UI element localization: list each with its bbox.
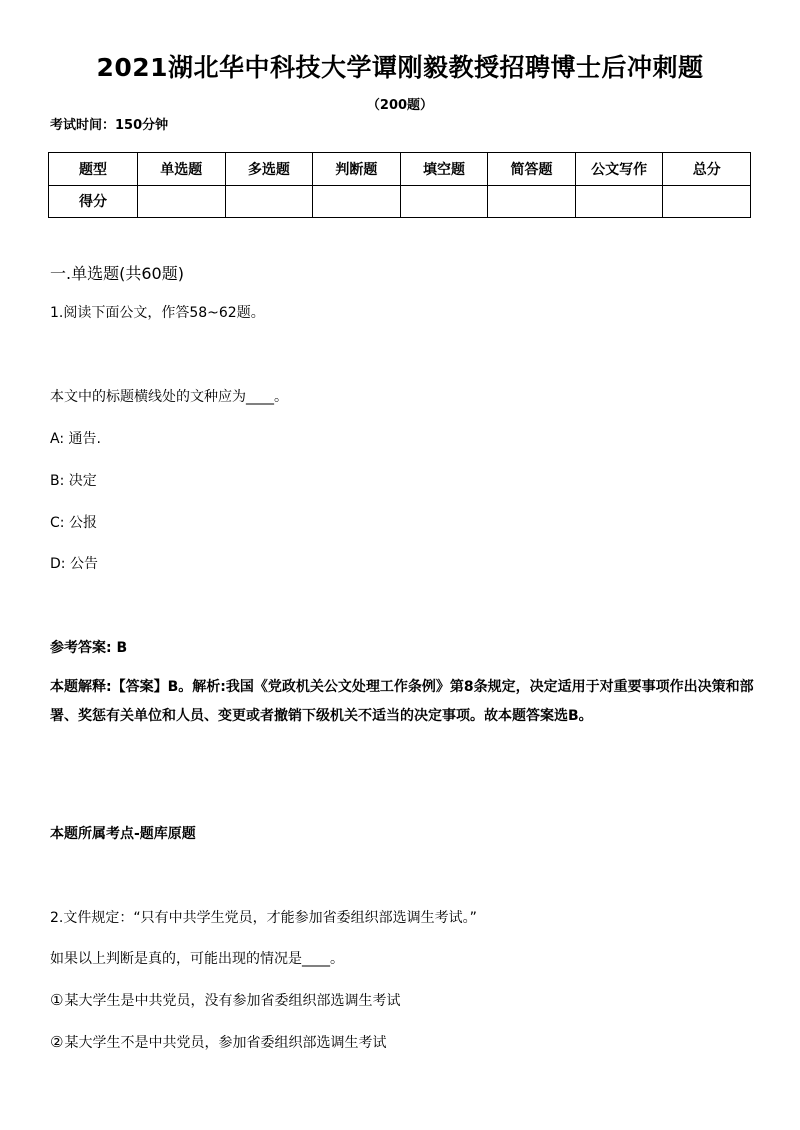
q1-option-a: A: 通告. bbox=[50, 431, 101, 447]
header-cell-fill-blank: 填空题 bbox=[400, 153, 488, 186]
question-count: （200题） bbox=[366, 98, 434, 113]
item-text: 某大学生是中共党员，没有参加省委组织部选调生考试 bbox=[64, 993, 401, 1009]
q1-topic: 本题所属考点-题库原题 bbox=[50, 826, 196, 842]
score-cell bbox=[138, 185, 226, 218]
q1-option-b: B: 决定 bbox=[50, 473, 97, 489]
item-marker: ② bbox=[50, 1033, 64, 1051]
score-cell bbox=[313, 185, 401, 218]
exam-time: 考试时间：150分钟 bbox=[50, 118, 169, 133]
q1-option-c: C: 公报 bbox=[50, 515, 97, 531]
q2-item-2 bbox=[50, 1032, 386, 1052]
header-cell-true-false: 判断题 bbox=[313, 153, 401, 186]
header-cell-type: 题型 bbox=[49, 153, 138, 186]
header-cell-total: 总分 bbox=[663, 153, 751, 186]
score-table bbox=[48, 152, 751, 218]
header-cell-document-writing: 公文写作 bbox=[575, 153, 663, 186]
document-title: 2021湖北华中科技大学谭刚毅教授招聘博士后冲刺题 bbox=[96, 53, 704, 82]
score-row-label: 得分 bbox=[49, 185, 138, 218]
score-cell bbox=[225, 185, 313, 218]
q1-stem: 1.阅读下面公文，作答58~62题。 bbox=[50, 305, 265, 321]
q2-item-1 bbox=[50, 990, 400, 1010]
header-cell-short-answer: 简答题 bbox=[488, 153, 576, 186]
header-cell-multiple-choice: 多选题 bbox=[225, 153, 313, 186]
header-cell-single-choice: 单选题 bbox=[138, 153, 226, 186]
q1-option-d: D: 公告 bbox=[50, 556, 98, 572]
section-heading: 一.单选题(共60题) bbox=[50, 264, 184, 283]
score-cell bbox=[400, 185, 488, 218]
q2-question: 如果以上判断是真的，可能出现的情况是____。 bbox=[50, 951, 344, 967]
q1-question: 本文中的标题横线处的文种应为____。 bbox=[50, 389, 288, 405]
score-table-score-row bbox=[49, 185, 751, 218]
score-cell bbox=[488, 185, 576, 218]
item-marker: ① bbox=[50, 991, 64, 1009]
score-cell bbox=[663, 185, 751, 218]
q1-answer: 参考答案: B bbox=[50, 640, 128, 656]
item-text: 某大学生不是中共党员，参加省委组织部选调生考试 bbox=[64, 1035, 387, 1051]
q1-explanation: 本题解释:【答案】B。解析:我国《党政机关公文处理工作条例》第8条规定，决定适用于对重要事项作出决策和部署、奖惩有关单位和人员、变更或者撤销下级机关不适当的决定事项。故本题答案选B。 bbox=[50, 679, 754, 724]
q2-stem: 2.文件规定：“只有中共学生党员，才能参加省委组织部选调生考试。” bbox=[50, 910, 477, 926]
score-cell bbox=[575, 185, 663, 218]
score-table-header-row bbox=[49, 153, 751, 186]
